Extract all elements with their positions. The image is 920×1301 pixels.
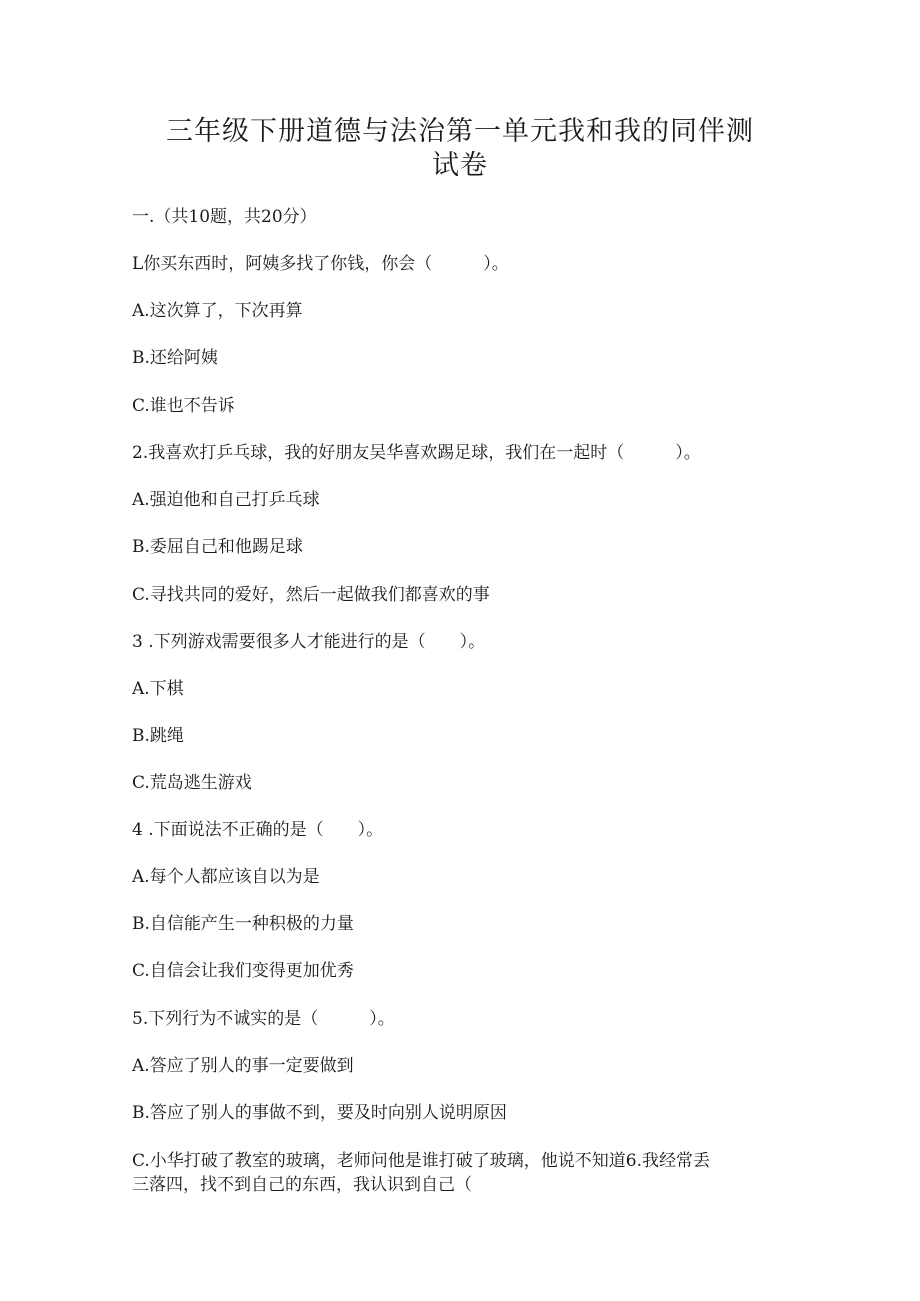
question-5-stem: 5.下列行为不诚实的是（ ）。 — [132, 1009, 395, 1029]
question-3-option-b: B.跳绳 — [132, 726, 184, 746]
question-2-option-a: A.强迫他和自己打乒乓球 — [132, 490, 320, 510]
section-header: 一.（共10题，共20分） — [132, 207, 317, 227]
question-5-option-c-line2: 三落四，找不到自己的东西，我认识到自己（ — [132, 1175, 472, 1195]
question-3-option-c: C.荒岛逃生游戏 — [132, 773, 252, 793]
question-2-option-b: B.委屈自己和他踢足球 — [132, 537, 303, 557]
question-5-option-b: B.答应了别人的事做不到，要及时向别人说明原因 — [132, 1103, 507, 1123]
question-1-stem: L你买东西时，阿姨多找了你钱，你会（ ）。 — [132, 254, 509, 274]
question-4-option-a: A.每个人都应该自以为是 — [132, 867, 320, 887]
page-title-line1: 三年级下册道德与法治第一单元我和我的同伴测 — [166, 116, 754, 147]
question-1-option-c: C.谁也不告诉 — [132, 396, 235, 416]
question-2-option-c: C.寻找共同的爱好，然后一起做我们都喜欢的事 — [132, 585, 490, 605]
question-1-option-b: B.还给阿姨 — [132, 348, 218, 368]
question-4-option-c: C.自信会让我们变得更加优秀 — [132, 961, 354, 981]
page-title-line2: 试卷 — [432, 150, 488, 181]
question-3-option-a: A.下棋 — [132, 679, 184, 699]
question-4-option-b: B.自信能产生一种积极的力量 — [132, 914, 354, 934]
question-5-option-a: A.答应了别人的事一定要做到 — [132, 1056, 354, 1076]
question-5-option-c-line1: C.小华打破了教室的玻璃，老师问他是谁打破了玻璃，他说不知道6.我经常丢 — [132, 1151, 711, 1171]
question-2-stem: 2.我喜欢打乒乓球，我的好朋友吴华喜欢踢足球，我们在一起时（ ）。 — [132, 443, 701, 463]
question-3-stem: 3 .下列游戏需要很多人才能进行的是（ ）。 — [132, 632, 486, 652]
question-4-stem: 4 .下面说法不正确的是（ ）。 — [132, 820, 384, 840]
question-1-option-a: A.这次算了，下次再算 — [132, 301, 303, 321]
